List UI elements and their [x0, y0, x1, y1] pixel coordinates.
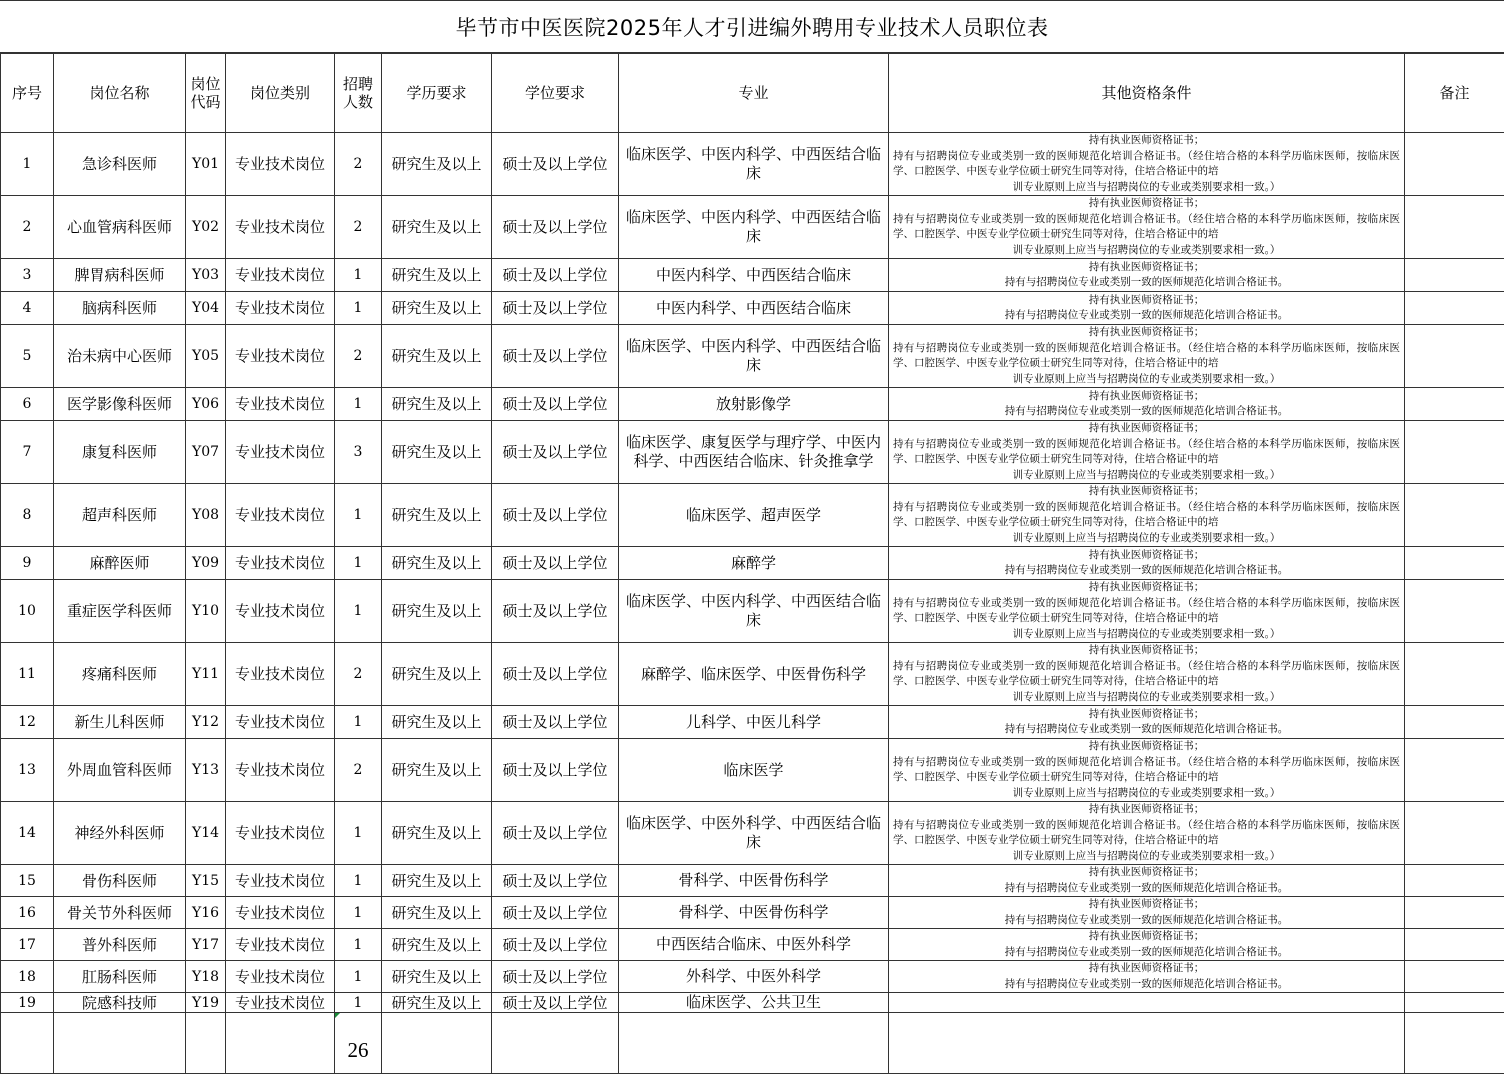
qual-line-training: 持有与招聘岗位专业或类别一致的医师规范化培训合格证书。 [1004, 913, 1289, 926]
qual-line-certificate: 持有执业医师资格证书； [1088, 422, 1205, 434]
table-row [1, 706, 1504, 739]
header-remark: 备注 [1405, 54, 1504, 133]
cell-major[interactable]: 外科学、中医外科学 [619, 961, 889, 993]
cell-name[interactable]: 重症医学科医师 [54, 580, 186, 643]
qual-line-certificate: 持有执业医师资格证书； [1088, 134, 1205, 146]
cell-seq[interactable]: 11 [1, 643, 54, 706]
header-category: 岗位类别 [226, 54, 335, 133]
qual-line-training-note: 训专业原则上应当与招聘岗位的专业或类别要求相一致。） [1012, 690, 1281, 703]
qual-line-training-detail: 持有与招聘岗位专业或类别一致的医师规范化培训合格证书。（经住培合格的本科学历临床医师，按临床医学、口腔医学、中医专业学位硕士研究生同等对待，住培合格证中的培 [893, 596, 1400, 624]
cell-major[interactable]: 临床医学 [619, 739, 889, 802]
cell-count[interactable]: 1 [335, 897, 382, 929]
qual-line-training-detail: 持有与招聘岗位专业或类别一致的医师规范化培训合格证书。（经住培合格的本科学历临床医师，按临床医学、口腔医学、中医专业学位硕士研究生同等对待，住培合格证中的培 [893, 149, 1400, 177]
qual-line-training-note: 训专业原则上应当与招聘岗位的专业或类别要求相一致。） [1012, 372, 1281, 385]
cell-education[interactable]: 研究生及以上 [382, 292, 492, 325]
cell-category[interactable]: 专业技术岗位 [226, 547, 335, 580]
cell-category[interactable]: 专业技术岗位 [226, 259, 335, 292]
cell-name[interactable]: 麻醉医师 [54, 547, 186, 580]
cell-other-qualifications[interactable] [889, 865, 1405, 897]
table-row [1, 292, 1504, 325]
cell-name[interactable]: 脑病科医师 [54, 292, 186, 325]
qual-line-training: 持有与招聘岗位专业或类别一致的医师规范化培训合格证书。 [1004, 977, 1289, 990]
qual-line-training-note: 训专业原则上应当与招聘岗位的专业或类别要求相一致。） [1012, 627, 1281, 640]
header-code-line2: 代码 [190, 93, 221, 111]
cell-count[interactable]: 1 [335, 292, 382, 325]
cell-education[interactable]: 研究生及以上 [382, 259, 492, 292]
cell-count[interactable]: 2 [335, 133, 382, 196]
table-row [1, 196, 1504, 259]
cell-code[interactable]: Y09 [186, 547, 226, 580]
cell-name[interactable]: 肛肠科医师 [54, 961, 186, 993]
header-name: 岗位名称 [54, 54, 186, 133]
table-row [1, 580, 1504, 643]
cell-code[interactable]: Y04 [186, 292, 226, 325]
cell-education[interactable]: 研究生及以上 [382, 388, 492, 421]
qual-line-certificate: 持有执业医师资格证书； [1088, 260, 1205, 273]
cell-name[interactable]: 治未病中心医师 [54, 325, 186, 388]
cell-category[interactable]: 专业技术岗位 [226, 802, 335, 865]
cell-remark[interactable] [1405, 325, 1504, 388]
cell-seq[interactable]: 19 [1, 993, 54, 1013]
total-count: 26 [347, 1038, 369, 1062]
cell-major[interactable]: 中医内科学、中西医结合临床 [619, 259, 889, 292]
cell-code[interactable]: Y17 [186, 929, 226, 961]
cell-other-qualifications[interactable] [889, 643, 1405, 706]
cell-other-qualifications[interactable] [889, 292, 1405, 325]
cell-remark[interactable] [1405, 929, 1504, 961]
cell-degree[interactable]: 硕士及以上学位 [492, 325, 619, 388]
cell-degree[interactable]: 硕士及以上学位 [492, 133, 619, 196]
cell-category[interactable]: 专业技术岗位 [226, 580, 335, 643]
table-row [1, 961, 1504, 993]
cell-count[interactable]: 2 [335, 196, 382, 259]
cell-other-qualifications[interactable] [889, 897, 1405, 929]
qual-line-training: 持有与招聘岗位专业或类别一致的医师规范化培训合格证书。 [1004, 945, 1289, 958]
page-title: 毕节市中医医院2025年人才引进编外聘用专业技术人员职位表 [0, 0, 1504, 53]
qual-line-certificate: 持有执业医师资格证书； [1088, 581, 1205, 593]
cell-education[interactable]: 研究生及以上 [382, 993, 492, 1013]
cell-code[interactable]: Y11 [186, 643, 226, 706]
cell-major[interactable]: 临床医学、中医内科学、中西医结合临床 [619, 133, 889, 196]
cell-category[interactable]: 专业技术岗位 [226, 325, 335, 388]
qual-line-training-detail: 持有与招聘岗位专业或类别一致的医师规范化培训合格证书。（经住培合格的本科学历临床医师，按临床医学、口腔医学、中医专业学位硕士研究生同等对待，住培合格证中的培 [893, 212, 1400, 240]
cell-category[interactable]: 专业技术岗位 [226, 706, 335, 739]
cell-category[interactable]: 专业技术岗位 [226, 421, 335, 484]
cell-code[interactable]: Y18 [186, 961, 226, 993]
cell-name[interactable]: 普外科医师 [54, 929, 186, 961]
header-count-line2: 人数 [342, 93, 373, 111]
cell-code[interactable]: Y19 [186, 993, 226, 1013]
cell-count[interactable]: 1 [335, 961, 382, 993]
cell-degree[interactable]: 硕士及以上学位 [492, 643, 619, 706]
header-major: 专业 [619, 54, 889, 133]
cell-category[interactable]: 专业技术岗位 [226, 897, 335, 929]
table-row [1, 739, 1504, 802]
cell-major[interactable]: 临床医学、中医外科学、中西医结合临床 [619, 802, 889, 865]
cell-count[interactable]: 1 [335, 388, 382, 421]
table-row [1, 897, 1504, 929]
cell-education[interactable]: 研究生及以上 [382, 802, 492, 865]
cell-count[interactable]: 1 [335, 802, 382, 865]
cell-education[interactable]: 研究生及以上 [382, 739, 492, 802]
cell-remark[interactable] [1405, 993, 1504, 1013]
cell-degree[interactable]: 硕士及以上学位 [492, 388, 619, 421]
cell-name[interactable]: 脾胃病科医师 [54, 259, 186, 292]
cell-education[interactable]: 研究生及以上 [382, 865, 492, 897]
cell-seq[interactable]: 10 [1, 580, 54, 643]
total-empty-major [619, 1013, 889, 1074]
cell-major[interactable]: 骨科学、中医骨伤科学 [619, 897, 889, 929]
cell-remark[interactable] [1405, 739, 1504, 802]
qual-line-certificate: 持有执业医师资格证书； [1088, 197, 1205, 209]
cell-code[interactable]: Y13 [186, 739, 226, 802]
cell-degree[interactable]: 硕士及以上学位 [492, 706, 619, 739]
qual-line-certificate: 持有执业医师资格证书； [1088, 485, 1205, 497]
cell-count[interactable]: 2 [335, 325, 382, 388]
cell-other-qualifications[interactable] [889, 325, 1405, 388]
qual-line-training-note: 训专业原则上应当与招聘岗位的专业或类别要求相一致。） [1012, 243, 1281, 256]
cell-count[interactable]: 1 [335, 580, 382, 643]
cell-count[interactable]: 2 [335, 739, 382, 802]
qual-line-training-note: 训专业原则上应当与招聘岗位的专业或类别要求相一致。） [1012, 786, 1281, 799]
cell-name[interactable]: 医学影像科医师 [54, 388, 186, 421]
cell-category[interactable]: 专业技术岗位 [226, 929, 335, 961]
cell-degree[interactable]: 硕士及以上学位 [492, 421, 619, 484]
cell-name[interactable]: 康复科医师 [54, 421, 186, 484]
cell-code[interactable]: Y03 [186, 259, 226, 292]
cell-name[interactable]: 疼痛科医师 [54, 643, 186, 706]
cell-other-qualifications[interactable] [889, 802, 1405, 865]
cell-category[interactable]: 专业技术岗位 [226, 133, 335, 196]
qual-line-certificate: 持有执业医师资格证书； [1088, 707, 1205, 720]
cell-other-qualifications[interactable] [889, 133, 1405, 196]
total-empty-code [186, 1013, 226, 1074]
qual-line-training-note: 训专业原则上应当与招聘岗位的专业或类别要求相一致。） [1012, 849, 1281, 862]
cell-remark[interactable] [1405, 388, 1504, 421]
cell-remark[interactable] [1405, 259, 1504, 292]
cell-code[interactable]: Y05 [186, 325, 226, 388]
cell-major[interactable]: 中西医结合临床、中医外科学 [619, 929, 889, 961]
cell-code[interactable]: Y14 [186, 802, 226, 865]
qual-line-certificate: 持有执业医师资格证书； [1088, 389, 1205, 402]
cell-category[interactable]: 专业技术岗位 [226, 292, 335, 325]
total-empty-education [382, 1013, 492, 1074]
cell-code[interactable]: Y06 [186, 388, 226, 421]
table-row [1, 484, 1504, 547]
qual-line-training: 持有与招聘岗位专业或类别一致的医师规范化培训合格证书。 [1004, 881, 1289, 894]
header-row [1, 54, 1504, 133]
qual-line-training-detail: 持有与招聘岗位专业或类别一致的医师规范化培训合格证书。（经住培合格的本科学历临床医师，按临床医学、口腔医学、中医专业学位硕士研究生同等对待，住培合格证中的培 [893, 500, 1400, 528]
qual-line-certificate: 持有执业医师资格证书； [1088, 548, 1205, 561]
cell-name[interactable]: 新生儿科医师 [54, 706, 186, 739]
header-education: 学历要求 [382, 54, 492, 133]
qual-line-training-note: 训专业原则上应当与招聘岗位的专业或类别要求相一致。） [1012, 468, 1281, 481]
cell-remark[interactable] [1405, 421, 1504, 484]
cell-other-qualifications[interactable] [889, 196, 1405, 259]
cell-category[interactable]: 专业技术岗位 [226, 961, 335, 993]
cell-major[interactable]: 放射影像学 [619, 388, 889, 421]
qual-line-training-note: 训专业原则上应当与招聘岗位的专业或类别要求相一致。） [1012, 180, 1281, 193]
cell-seq[interactable]: 7 [1, 421, 54, 484]
cell-remark[interactable] [1405, 580, 1504, 643]
cell-degree[interactable]: 硕士及以上学位 [492, 929, 619, 961]
cell-remark[interactable] [1405, 643, 1504, 706]
table-row [1, 421, 1504, 484]
cell-education[interactable]: 研究生及以上 [382, 897, 492, 929]
cell-count[interactable]: 3 [335, 421, 382, 484]
cell-seq[interactable]: 5 [1, 325, 54, 388]
qual-line-training-detail: 持有与招聘岗位专业或类别一致的医师规范化培训合格证书。（经住培合格的本科学历临床医师，按临床医学、口腔医学、中医专业学位硕士研究生同等对待，住培合格证中的培 [893, 437, 1400, 465]
cell-degree[interactable]: 硕士及以上学位 [492, 993, 619, 1013]
qual-line-certificate: 持有执业医师资格证书； [1088, 293, 1205, 306]
header-code [186, 54, 226, 133]
cell-remark[interactable] [1405, 802, 1504, 865]
cell-remark[interactable] [1405, 865, 1504, 897]
cell-remark[interactable] [1405, 484, 1504, 547]
qual-line-certificate: 持有执业医师资格证书； [1088, 962, 1205, 974]
header-seq: 序号 [1, 54, 54, 133]
qual-line-certificate: 持有执业医师资格证书； [1088, 740, 1205, 752]
cell-remark[interactable] [1405, 706, 1504, 739]
cell-other-qualifications[interactable] [889, 259, 1405, 292]
cell-code[interactable]: Y10 [186, 580, 226, 643]
cell-education[interactable]: 研究生及以上 [382, 133, 492, 196]
cell-other-qualifications[interactable] [889, 421, 1405, 484]
qual-line-training-detail: 持有与招聘岗位专业或类别一致的医师规范化培训合格证书。（经住培合格的本科学历临床医师，按临床医学、口腔医学、中医专业学位硕士研究生同等对待，住培合格证中的培 [893, 659, 1400, 687]
cell-major[interactable]: 临床医学、公共卫生 [619, 993, 889, 1013]
cell-other-qualifications[interactable] [889, 929, 1405, 961]
cell-other-qualifications[interactable] [889, 993, 1405, 1013]
cell-seq[interactable]: 6 [1, 388, 54, 421]
cell-remark[interactable] [1405, 292, 1504, 325]
cell-seq[interactable]: 13 [1, 739, 54, 802]
cell-other-qualifications[interactable] [889, 484, 1405, 547]
header-degree: 学位要求 [492, 54, 619, 133]
qual-line-training: 持有与招聘岗位专业或类别一致的医师规范化培训合格证书。 [1004, 309, 1289, 321]
cell-name[interactable]: 骨关节外科医师 [54, 897, 186, 929]
cell-degree[interactable]: 硕士及以上学位 [492, 196, 619, 259]
header-other: 其他资格条件 [889, 54, 1405, 133]
cell-major[interactable]: 临床医学、康复医学与理疗学、中医内科学、中西医结合临床、针灸推拿学 [619, 421, 889, 484]
cell-comment-marker [335, 1013, 340, 1018]
table-row [1, 643, 1504, 706]
cell-seq[interactable]: 9 [1, 547, 54, 580]
qual-line-certificate: 持有执业医师资格证书； [1088, 866, 1205, 878]
cell-major[interactable]: 临床医学、超声医学 [619, 484, 889, 547]
cell-seq[interactable]: 15 [1, 865, 54, 897]
cell-remark[interactable] [1405, 196, 1504, 259]
total-empty-name [54, 1013, 186, 1074]
cell-code[interactable]: Y02 [186, 196, 226, 259]
table-row [1, 388, 1504, 421]
cell-degree[interactable]: 硕士及以上学位 [492, 961, 619, 993]
job-table [0, 53, 1504, 1074]
cell-major[interactable]: 临床医学、中医内科学、中西医结合临床 [619, 196, 889, 259]
total-count-cell[interactable] [335, 1013, 382, 1074]
cell-category[interactable]: 专业技术岗位 [226, 739, 335, 802]
header-count-line1: 招聘 [342, 75, 373, 93]
cell-degree[interactable]: 硕士及以上学位 [492, 802, 619, 865]
table-row [1, 325, 1504, 388]
cell-other-qualifications[interactable] [889, 961, 1405, 993]
cell-education[interactable]: 研究生及以上 [382, 961, 492, 993]
cell-major[interactable]: 麻醉学 [619, 547, 889, 580]
cell-seq[interactable]: 17 [1, 929, 54, 961]
cell-name[interactable]: 超声科医师 [54, 484, 186, 547]
cell-education[interactable]: 研究生及以上 [382, 706, 492, 739]
qual-line-training-detail: 持有与招聘岗位专业或类别一致的医师规范化培训合格证书。（经住培合格的本科学历临床医师，按临床医学、口腔医学、中医专业学位硕士研究生同等对待，住培合格证中的培 [893, 818, 1400, 846]
qual-line-training: 持有与招聘岗位专业或类别一致的医师规范化培训合格证书。 [1004, 405, 1289, 417]
cell-education[interactable]: 研究生及以上 [382, 580, 492, 643]
cell-seq[interactable]: 16 [1, 897, 54, 929]
cell-name[interactable]: 院感科技师 [54, 993, 186, 1013]
cell-degree[interactable]: 硕士及以上学位 [492, 259, 619, 292]
qual-line-certificate: 持有执业医师资格证书； [1088, 930, 1205, 942]
cell-code[interactable]: Y16 [186, 897, 226, 929]
cell-major[interactable]: 临床医学、中医内科学、中西医结合临床 [619, 325, 889, 388]
cell-seq[interactable]: 12 [1, 706, 54, 739]
cell-name[interactable]: 神经外科医师 [54, 802, 186, 865]
cell-seq[interactable]: 14 [1, 802, 54, 865]
cell-remark[interactable] [1405, 547, 1504, 580]
total-row [1, 1013, 1504, 1074]
cell-other-qualifications[interactable] [889, 388, 1405, 421]
cell-seq[interactable]: 3 [1, 259, 54, 292]
cell-count[interactable]: 1 [335, 259, 382, 292]
total-empty-remark [1405, 1013, 1504, 1074]
cell-seq[interactable]: 8 [1, 484, 54, 547]
total-empty-category [226, 1013, 335, 1074]
cell-count[interactable]: 1 [335, 929, 382, 961]
cell-education[interactable]: 研究生及以上 [382, 547, 492, 580]
cell-category[interactable]: 专业技术岗位 [226, 993, 335, 1013]
qual-line-certificate: 持有执业医师资格证书； [1088, 898, 1205, 910]
cell-category[interactable]: 专业技术岗位 [226, 388, 335, 421]
cell-education[interactable]: 研究生及以上 [382, 929, 492, 961]
total-empty-other [889, 1013, 1405, 1074]
cell-remark[interactable] [1405, 133, 1504, 196]
cell-degree[interactable]: 硕士及以上学位 [492, 547, 619, 580]
qual-line-certificate: 持有执业医师资格证书； [1088, 326, 1205, 338]
cell-count[interactable]: 1 [335, 547, 382, 580]
table-row [1, 133, 1504, 196]
cell-degree[interactable]: 硕士及以上学位 [492, 865, 619, 897]
cell-other-qualifications[interactable] [889, 580, 1405, 643]
cell-count[interactable]: 2 [335, 643, 382, 706]
cell-category[interactable]: 专业技术岗位 [226, 643, 335, 706]
cell-count[interactable]: 1 [335, 706, 382, 739]
cell-degree[interactable]: 硕士及以上学位 [492, 580, 619, 643]
cell-name[interactable]: 骨伤科医师 [54, 865, 186, 897]
cell-code[interactable]: Y15 [186, 865, 226, 897]
cell-seq[interactable]: 1 [1, 133, 54, 196]
cell-category[interactable]: 专业技术岗位 [226, 484, 335, 547]
cell-name[interactable]: 外周血管科医师 [54, 739, 186, 802]
cell-major[interactable]: 麻醉学、临床医学、中医骨伤科学 [619, 643, 889, 706]
cell-code[interactable]: Y12 [186, 706, 226, 739]
cell-count[interactable]: 1 [335, 993, 382, 1013]
cell-code[interactable]: Y08 [186, 484, 226, 547]
table-row [1, 259, 1504, 292]
cell-remark[interactable] [1405, 897, 1504, 929]
cell-seq[interactable]: 2 [1, 196, 54, 259]
total-empty-degree [492, 1013, 619, 1074]
cell-education[interactable]: 研究生及以上 [382, 643, 492, 706]
qual-line-training-detail: 持有与招聘岗位专业或类别一致的医师规范化培训合格证书。（经住培合格的本科学历临床医师，按临床医学、口腔医学、中医专业学位硕士研究生同等对待，住培合格证中的培 [893, 755, 1400, 783]
cell-major[interactable]: 儿科学、中医儿科学 [619, 706, 889, 739]
cell-education[interactable]: 研究生及以上 [382, 421, 492, 484]
cell-education[interactable]: 研究生及以上 [382, 196, 492, 259]
cell-category[interactable]: 专业技术岗位 [226, 865, 335, 897]
cell-name[interactable]: 急诊科医师 [54, 133, 186, 196]
header-count [335, 54, 382, 133]
qual-line-training-detail: 持有与招聘岗位专业或类别一致的医师规范化培训合格证书。（经住培合格的本科学历临床医师，按临床医学、口腔医学、中医专业学位硕士研究生同等对待，住培合格证中的培 [893, 341, 1400, 369]
cell-other-qualifications[interactable] [889, 547, 1405, 580]
cell-code[interactable]: Y01 [186, 133, 226, 196]
qual-line-training: 持有与招聘岗位专业或类别一致的医师规范化培训合格证书。 [1004, 276, 1289, 288]
qual-line-training-note: 训专业原则上应当与招聘岗位的专业或类别要求相一致。） [1012, 531, 1281, 544]
cell-count[interactable]: 1 [335, 865, 382, 897]
cell-major[interactable]: 中医内科学、中西医结合临床 [619, 292, 889, 325]
cell-education[interactable]: 研究生及以上 [382, 484, 492, 547]
qual-line-certificate: 持有执业医师资格证书； [1088, 803, 1205, 815]
table-row [1, 802, 1504, 865]
table-row [1, 547, 1504, 580]
qual-line-training: 持有与招聘岗位专业或类别一致的医师规范化培训合格证书。 [1004, 564, 1289, 576]
qual-line-training: 持有与招聘岗位专业或类别一致的医师规范化培训合格证书。 [1004, 723, 1289, 735]
cell-other-qualifications[interactable] [889, 706, 1405, 739]
cell-category[interactable]: 专业技术岗位 [226, 196, 335, 259]
cell-major[interactable]: 骨科学、中医骨伤科学 [619, 865, 889, 897]
table-body [1, 133, 1504, 1013]
cell-seq[interactable]: 18 [1, 961, 54, 993]
cell-degree[interactable]: 硕士及以上学位 [492, 484, 619, 547]
cell-code[interactable]: Y07 [186, 421, 226, 484]
total-empty-seq [1, 1013, 54, 1074]
cell-seq[interactable]: 4 [1, 292, 54, 325]
header-code-line1: 岗位 [190, 75, 221, 93]
cell-count[interactable]: 1 [335, 484, 382, 547]
cell-degree[interactable]: 硕士及以上学位 [492, 292, 619, 325]
cell-remark[interactable] [1405, 961, 1504, 993]
qual-line-certificate: 持有执业医师资格证书； [1088, 644, 1205, 656]
cell-degree[interactable]: 硕士及以上学位 [492, 897, 619, 929]
cell-degree[interactable]: 硕士及以上学位 [492, 739, 619, 802]
table-row [1, 865, 1504, 897]
table-row [1, 993, 1504, 1013]
cell-other-qualifications[interactable] [889, 739, 1405, 802]
cell-name[interactable]: 心血管病科医师 [54, 196, 186, 259]
table-row [1, 929, 1504, 961]
cell-major[interactable]: 临床医学、中医内科学、中西医结合临床 [619, 580, 889, 643]
cell-education[interactable]: 研究生及以上 [382, 325, 492, 388]
